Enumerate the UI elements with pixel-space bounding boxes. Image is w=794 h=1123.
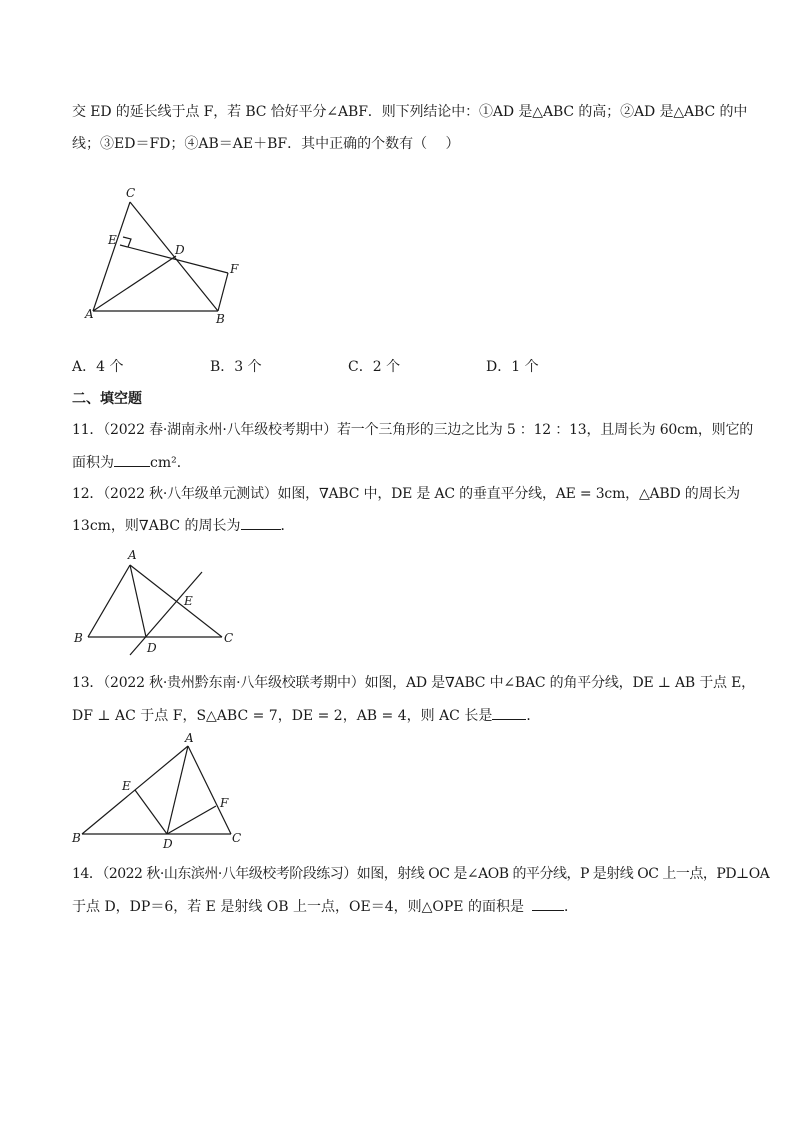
q14-text-after: ． <box>563 899 578 915</box>
label-D: D <box>175 243 185 257</box>
section-title: 二、填空题 <box>72 391 142 407</box>
segment-AC <box>188 746 231 834</box>
q11-answer-blank[interactable] <box>114 452 150 467</box>
q10-text-line2: 线；③ED＝FD；④AB＝AE＋BF．其中正确的个数有（ ） <box>72 136 460 152</box>
q12-text-line1: 12．（2022 秋·八年级单元测试）如图，∇ABC 中，DE 是 AC 的垂直平分线，AE = 3cm，△ABD 的周长为 <box>72 486 740 502</box>
q10-figure <box>80 180 260 330</box>
option-a[interactable]: A．4 个 <box>72 359 124 375</box>
q13-text-before: DF ⊥ AC 于点 F，S△ABC = 7，DE = 2，AB = 4，则 AC 长是 <box>72 708 493 724</box>
label-F: F <box>230 262 239 276</box>
q13-figure <box>70 730 250 850</box>
q12-figure <box>72 545 242 660</box>
q13-answer-blank[interactable] <box>492 705 526 720</box>
segment-DF <box>167 806 216 834</box>
label-C: C <box>126 186 136 200</box>
label-A: A <box>128 548 137 562</box>
label-D: D <box>147 641 157 655</box>
label-E: E <box>122 779 131 793</box>
q12-text-after: ． <box>280 518 295 534</box>
option-b[interactable]: B．3 个 <box>210 359 262 375</box>
segment-DE <box>135 790 167 834</box>
label-F: F <box>220 796 229 810</box>
label-E: E <box>184 594 193 608</box>
q14-text-line2 <box>72 896 578 917</box>
q14-text-before: 于点 D，DP＝6，若 E 是射线 OB 上一点，OE＝4，则△OPE 的面积是 <box>72 899 524 915</box>
label-B: B <box>216 312 225 326</box>
label-C: C <box>232 831 242 845</box>
label-D: D <box>163 837 173 850</box>
q14-text-line1: 14．（2022 秋·山东滨州·八年级校考阶段练习）如图，射线 OC 是∠AOB 的平分线，P 是射线 OC 上一点，PD⊥OA <box>72 866 770 882</box>
q14-answer-blank[interactable] <box>532 896 564 911</box>
label-A: A <box>85 307 94 321</box>
q11-text-line2 <box>72 452 191 473</box>
q12-text-line2 <box>72 515 295 536</box>
segment-FB <box>218 273 228 311</box>
q11-text-line1: 11．（2022 春·湖南永州·八年级校考期中）若一个三角形的三边之比为 5 ：12 ：13，且周长为 60cm，则它的 <box>72 422 754 438</box>
segment-AC <box>93 202 130 311</box>
label-B: B <box>72 831 81 845</box>
segment-BA <box>88 565 130 637</box>
q10-text-line1: 交 ED 的延长线于点 F，若 BC 恰好平分∠ABF．则下列结论中：①AD 是△ABC 的高；②AD 是△ABC 的中 <box>72 104 748 120</box>
label-A: A <box>185 731 194 745</box>
q11-text-before: 面积为 <box>72 455 114 471</box>
label-E: E <box>108 233 117 247</box>
segment-AD <box>93 256 176 311</box>
segment-EF <box>120 245 228 273</box>
label-B: B <box>74 631 83 645</box>
q12-text-before: 13cm，则∇ABC 的周长为 <box>72 518 241 534</box>
segment-AD <box>167 746 188 834</box>
option-c[interactable]: C．2 个 <box>348 359 401 375</box>
q12-answer-blank[interactable] <box>241 515 281 530</box>
q13-text-line1: 13．（2022 秋·贵州黔东南·八年级校联考期中）如图，AD 是∇ABC 中∠BAC 的角平分线，DE ⊥ AB 于点 E， <box>72 675 755 691</box>
q13-text-line2 <box>72 705 540 726</box>
label-C: C <box>224 631 234 645</box>
q13-text-after: ． <box>526 708 541 724</box>
q10-options <box>72 356 732 376</box>
segment-CB <box>130 202 218 311</box>
option-d[interactable]: D．1 个 <box>486 359 539 375</box>
q11-text-after: cm²． <box>150 455 191 471</box>
